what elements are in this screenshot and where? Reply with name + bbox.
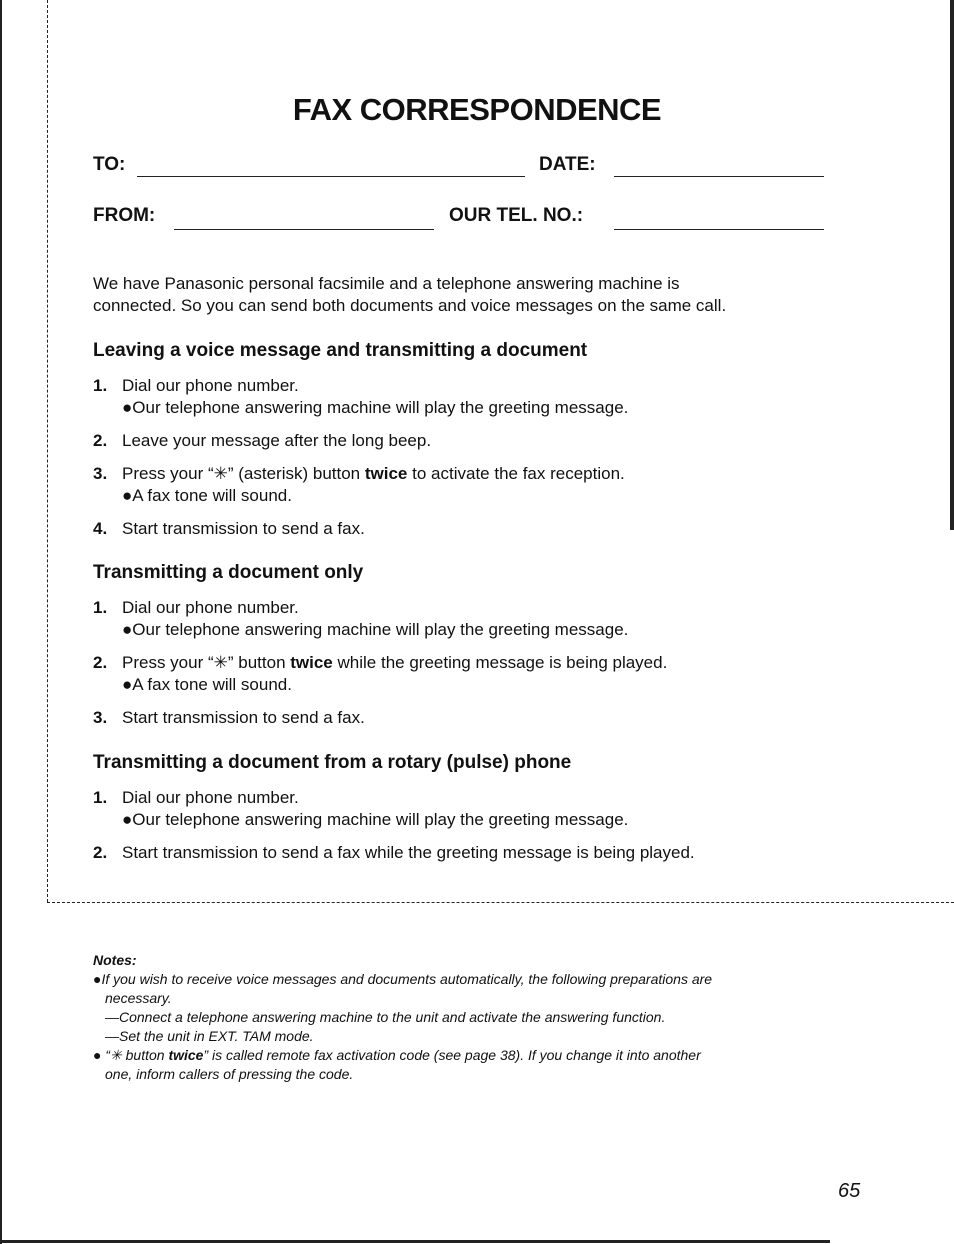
list-item (93, 597, 299, 619)
page-edge-left (0, 0, 2, 1244)
step-sub-bullet: ●Our telephone answering machine will play the greeting message. (122, 398, 629, 417)
list-item (93, 463, 625, 485)
list-item (93, 430, 431, 452)
step-text: Start transmission to send a fax. (122, 519, 365, 538)
list-item (93, 787, 299, 809)
page-number: 65 (838, 1180, 861, 1202)
step-number: 1. (93, 788, 108, 807)
list-item (93, 707, 365, 729)
intro-paragraph (93, 273, 833, 317)
page-title: FAX CORRESPONDENCE (292, 92, 662, 127)
step-text: Start transmission to send a fax. (122, 708, 365, 727)
tel-label: OUR TEL. NO.: (449, 205, 584, 226)
page-edge-bottom (0, 1240, 830, 1243)
step-text-bold: twice (364, 464, 408, 483)
step-number: 1. (93, 598, 108, 617)
step-text: Dial our phone number. (122, 788, 299, 807)
tel-field-line[interactable] (614, 229, 824, 230)
note-text: ” is called remote fax activation code (see page 38). If you change it into another (203, 1047, 701, 1063)
list-item (93, 375, 299, 397)
from-field-line[interactable] (174, 229, 434, 230)
step-sub-bullet: ●A fax tone will sound. (122, 675, 292, 694)
page-edge-right (950, 0, 954, 530)
cut-line-left (47, 0, 48, 902)
list-item (93, 518, 365, 540)
list-item (93, 652, 667, 674)
to-label: TO: (93, 154, 126, 175)
step-number: 2. (93, 431, 108, 450)
step-text: Dial our phone number. (122, 598, 299, 617)
note-line: ●If you wish to receive voice messages and documents automatically, the following preparations are (93, 971, 713, 987)
from-label: FROM: (93, 205, 156, 226)
step-number: 1. (93, 376, 108, 395)
step-number: 3. (93, 464, 108, 483)
note-line: —Set the unit in EXT. TAM mode. (105, 1028, 314, 1044)
step-sub-bullet: ●Our telephone answering machine will play the greeting message. (122, 810, 629, 829)
list-item (93, 842, 695, 864)
step-number: 4. (93, 519, 108, 538)
step-text: to activate the fax reception. (407, 464, 625, 483)
date-label: DATE: (539, 154, 596, 175)
step-number: 2. (93, 843, 108, 862)
step-text: Leave your message after the long beep. (122, 431, 432, 450)
note-line: necessary. (105, 990, 172, 1006)
note-text-bold: twice (168, 1047, 204, 1063)
note-line: —Connect a telephone answering machine to the unit and activate the answering function. (105, 1009, 666, 1025)
step-number: 2. (93, 653, 108, 672)
step-number: 3. (93, 708, 108, 727)
intro-line: connected. So you can send both documents and voice messages on the same call. (93, 296, 727, 315)
section-heading-voice-and-document: Leaving a voice message and transmitting a document (93, 340, 588, 361)
intro-line: We have Panasonic personal facsimile and a telephone answering machine is (93, 274, 680, 293)
step-text: Press your “✳” button (122, 653, 291, 672)
step-text: Press your “✳” (asterisk) button (122, 464, 365, 483)
section-heading-rotary-phone: Transmitting a document from a rotary (pulse) phone (93, 752, 572, 773)
step-sub-bullet: ●A fax tone will sound. (122, 486, 292, 505)
step-text: while the greeting message is being played. (332, 653, 668, 672)
notes-title: Notes: (93, 952, 137, 968)
step-text-bold: twice (290, 653, 333, 672)
step-sub-bullet: ●Our telephone answering machine will play the greeting message. (122, 620, 629, 639)
notes-block (93, 951, 813, 1084)
note-line: one, inform callers of pressing the code. (105, 1066, 354, 1082)
section-heading-document-only: Transmitting a document only (93, 562, 364, 583)
step-text: Start transmission to send a fax while the greeting message is being played. (122, 843, 695, 862)
date-field-line[interactable] (614, 176, 824, 177)
note-line (93, 1046, 813, 1065)
note-text: ● “✳ button (93, 1047, 169, 1063)
to-field-line[interactable] (137, 176, 525, 177)
step-text: Dial our phone number. (122, 376, 299, 395)
cut-line-bottom (47, 902, 954, 903)
